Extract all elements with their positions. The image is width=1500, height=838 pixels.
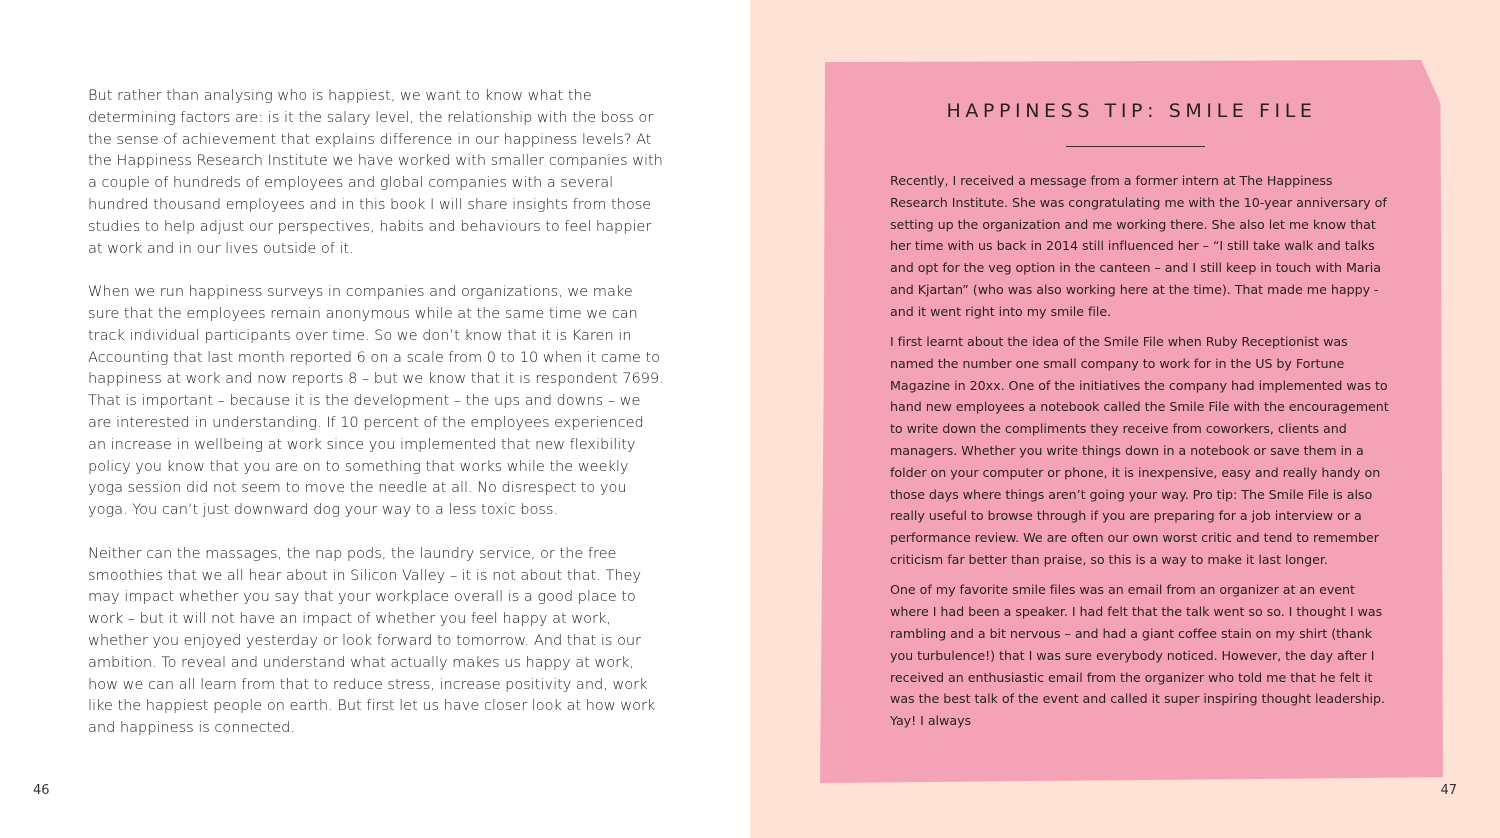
- heading-divider: [1066, 146, 1205, 147]
- body-paragraph: But rather than analysing who is happiest, we want to know what the determining factors are: is it the salary level, the relationship with the boss or the sense of achievement that explains difference in our happiness levels? At the Happiness Research Institute we have worked with smaller companies with a couple of hundreds of employees and global companies with a several hundred thousand employees and in this book I will share insights from those studies to help adjust our perspectives, habits and behaviours to feel happier at work and in our lives outside of it.: [88, 87, 663, 257]
- tip-paragraph: Recently, I received a message from a former intern at The Happiness Research Institute. She was congratulating me with the 10-year anniversary of setting up the organization and me working there. She also let me know that her time with us back in 2014 still influenced her – “I still take walk and talks and opt for the veg option in the canteen – and I still keep in touch with Maria and Kjartan” (who was also working here at the time). That made me happy - and it went right into my smile file.: [890, 173, 1387, 319]
- left-page-body: [88, 85, 666, 761]
- tip-paragraph: One of my favorite smile files was an email from an organizer at an event where I had been a speaker. I had felt that the talk went so so. I thought I was rambling and a bit nervous – and had a giant coffee stain on my shirt (thank you turbulence!) that I was sure everybody noticed. However, the day after I received an enthusiastic email from the organizer who told me that he felt it was the best talk of the event and called it super inspiring thought leadership. Yay! I always: [890, 582, 1385, 729]
- tip-heading: HAPPINESS TIP: SMILE FILE: [946, 100, 1317, 122]
- body-paragraph: Neither can the massages, the nap pods, the laundry service, or the free smoothies that we all hear about in Silicon Valley – it is not about that. They may impact whether you say that your workplace overall is a good place to work – but it will not have an impact of whether you feel happy at work, whether you enjoyed yesterday or look forward to tomorrow. And that is our ambition. To reveal and understand what actually makes us happy at work, how we can all learn from that to reduce stress, increase positivity and, work like the happiest people on earth. But first let us have closer look at how work and happiness is connected.: [88, 544, 656, 737]
- tip-paragraph: I first learnt about the idea of the Smile File when Ruby Receptionist was named the number one small company to work for in the US by Fortune Magazine in 20xx. One of the initiatives the company had implemented was to hand new employees a notebook called the Smile File with the encouragement to write down the compliments they receive from coworkers, clients and managers. Whether you write things down in a notebook or save them in a folder on your computer or phone, it is inexpensive, easy and really handy on those days where things aren’t going your way. Pro tip: The Smile File is also really useful to browse through if you are preparing for a job interview or a performance review. We are often our own worst critic and tend to remember criticism far better than praise, so this is a way to make it last longer.: [890, 334, 1389, 568]
- tip-body: [890, 170, 1390, 740]
- page-number-left: 46: [33, 783, 50, 798]
- page-number-right: 47: [1440, 783, 1457, 798]
- body-paragraph: When we run happiness surveys in companies and organizations, we make sure that the employees remain anonymous while at the same time we can track individual participants over time. So we don’t know that it is Karen in Accounting that last month reported 6 on a scale from 0 to 10 when it came to happiness at work and now reports 8 – but we know that it is respondent 7699. That is important – because it is the development – the ups and downs – we are interested in understanding. If 10 percent of the employees experienced an increase in wellbeing at work since you implemented that new flexibility policy you know that you are on to something that works while the weekly yoga session did not seem to move the needle at all. No disrespect to you yoga. You can’t just downward dog your way to a less toxic boss.: [88, 283, 664, 519]
